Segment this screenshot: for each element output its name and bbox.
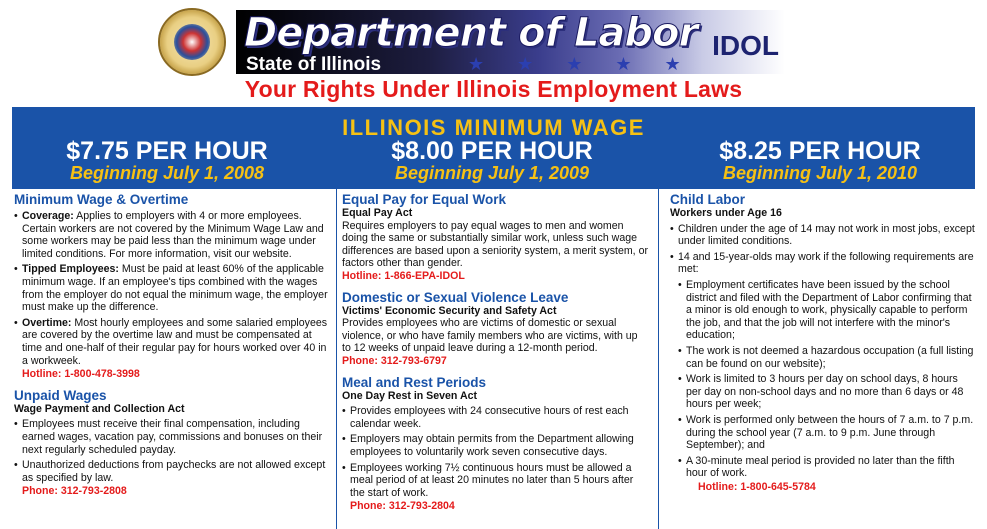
column-equal-pay [342, 192, 648, 513]
banner-idol: IDOL [712, 30, 779, 61]
rate-2010: $8.25 PER HOUR [719, 137, 921, 165]
idol-banner [236, 10, 785, 74]
heading-violence-leave: Domestic or Sexual Violence Leave [342, 289, 569, 305]
heading-meal-rest: Meal and Rest Periods [342, 374, 487, 390]
list-item: • 14 and 15-year-olds may work if the following requirements are met: [670, 251, 975, 276]
act-name: Wage Payment and Collection Act [14, 402, 185, 415]
list-item: • Employment certificates have been issued by the school district and filed with the Department of Labor confirming that a minor is old enough to work, physically capable to perform the job, and that the job will not interfere with the minor's education; [678, 279, 975, 342]
list-item: • Tipped Employees: Must be paid at least 60% of the applicable minimum wage. If an employee's tips combined with the wages from the employer do not equal the minimum wage, the employer must make up the difference. [14, 263, 332, 313]
act-name: One Day Rest in Seven Act [342, 389, 478, 402]
paragraph: Provides employees who are victims of domestic or sexual violence, or who have family members who are victims, with up to 12 weeks of unpaid leave during a 12-month period. [342, 317, 638, 355]
hotline-minimum-wage: Hotline: 1-800-478-3998 [22, 368, 140, 381]
band-title: ILLINOIS MINIMUM WAGE [342, 115, 645, 140]
list-item: • Work is limited to 3 hours per day on school days, 8 hours per day on non-school days and no more than 6 days or 48 hours per week; [678, 373, 975, 411]
column-divider [658, 189, 659, 529]
list-item: • Provides employees with 24 consecutive hours of rest each calendar week. [342, 405, 648, 430]
act-name: Workers under Age 16 [670, 207, 782, 219]
list-item: • Employers may obtain permits from the Department allowing employees to voluntarily work seven consecutive days. [342, 433, 648, 458]
list-item: • Unauthorized deductions from paychecks are not allowed except as specified by law. [14, 459, 332, 484]
paragraph: Requires employers to pay equal wages to men and women doing the same or substantially similar work, unless such wage differences are based upon a seniority system, a merit system, or factors other than gender. [342, 219, 648, 270]
act-name: Victims' Economic Security and Safety Act [342, 304, 557, 317]
list-item: • Work is performed only between the hours of 7 a.m. to 7 p.m. during the school year (7 a.m. to 9 p.m. June through September); and [678, 414, 975, 452]
heading-equal-pay: Equal Pay for Equal Work [342, 192, 507, 207]
begin-2010: Beginning July 1, 2010 [722, 163, 918, 183]
list-item: • Employees working 7½ continuous hours must be allowed a meal period of at least 20 minutes no later than 5 hours after the start of work. [342, 462, 648, 500]
page-headline: Your Rights Under Illinois Employment Laws [244, 76, 743, 102]
phone-unpaid-wages: Phone: 312-793-2808 [22, 485, 127, 498]
list-item: • Overtime: Most hourly employees and some salaried employees are covered by the overtime law and must be compensated at time and one-half of their regular pay for hours worked over 40 in a workweek. [14, 317, 332, 367]
hotline-equal-pay: Hotline: 1-866-EPA-IDOL [342, 269, 465, 282]
list-item: • Coverage: Applies to employers with 4 or more employees. Certain workers are not covered by the Minimum Wage Law and some workers may be paid less than the minimum wage under limited conditions. For more information, visit our website. [14, 210, 332, 260]
rate-2008: $7.75 PER HOUR [66, 137, 268, 165]
phone-meal-rest: Phone: 312-793-2804 [350, 500, 455, 513]
minimum-wage-band [12, 107, 975, 189]
rate-2009: $8.00 PER HOUR [391, 137, 593, 165]
begin-2009: Beginning July 1, 2009 [394, 163, 590, 183]
hotline-child-labor: Hotline: 1-800-645-5784 [698, 480, 816, 493]
banner-stars: ★ ★ ★ ★ ★ [468, 54, 695, 74]
begin-2008: Beginning July 1, 2008 [69, 163, 265, 183]
list-item: • Children under the age of 14 may not work in most jobs, except under limited conditions. [670, 223, 975, 248]
act-name: Equal Pay Act [342, 207, 413, 219]
illinois-seal-icon [158, 8, 226, 76]
heading-child-labor: Child Labor [670, 192, 745, 207]
banner-department: Department of Labor [244, 10, 698, 56]
list-item: • The work is not deemed a hazardous occupation (a full listing can be found on our website); [678, 345, 975, 370]
heading-unpaid-wages: Unpaid Wages [14, 387, 107, 403]
banner-state: State of Illinois [246, 54, 382, 75]
column-minimum-wage [14, 192, 332, 498]
column-child-labor [670, 192, 975, 493]
list-item: • A 30-minute meal period is provided no later than the fifth hour of work. [678, 455, 975, 480]
column-divider [336, 189, 337, 529]
phone-violence-leave: Phone: 312-793-6797 [342, 354, 447, 367]
heading-minimum-wage: Minimum Wage & Overtime [14, 192, 189, 207]
list-item: • Employees must receive their final compensation, including earned wages, vacation pay, commissions and bonuses on their next regularly scheduled payday. [14, 418, 332, 456]
